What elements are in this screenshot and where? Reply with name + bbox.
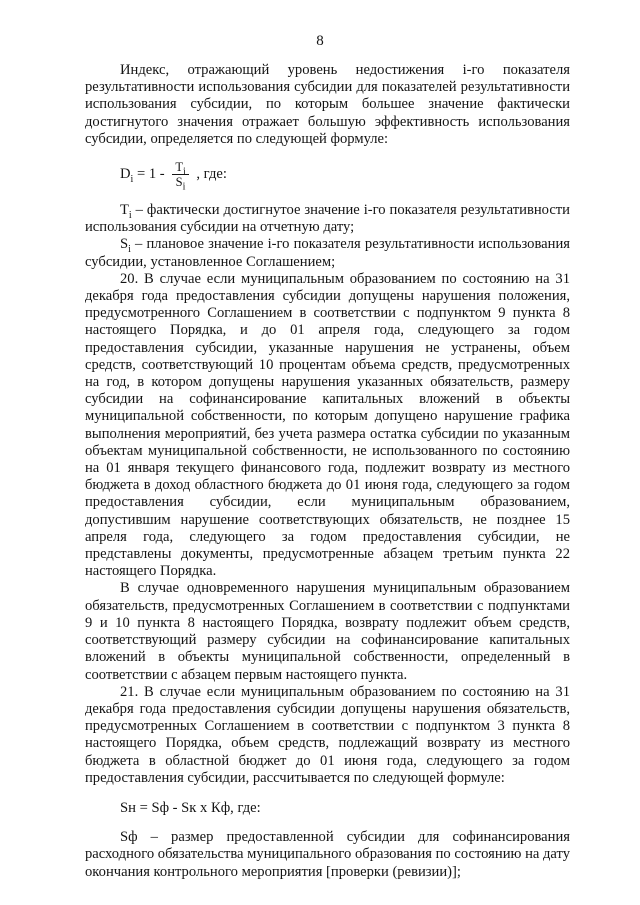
document-body — [85, 62, 570, 881]
paragraph-20: 20. В случае если муниципальным образованием по состоянию на 31 декабря года предоставления субсидии допущены нарушения положения, предусмотренного Соглашением в соответствии с подпунктом 9 пункта 8 настоящего Порядка, и до 01 апреля года, следующего за годом предоставления субсидии, указанные нарушения не устранены, объем средств, соответствующий 10 процентам объема средств, предусмотренных на год, в котором допущены нарушения указанных обязательств, размеру субсидии на софинансирование капитальных вложений в объекты муниципальной собственности, по которым допущено нарушение графика выполнения мероприятий, без учета размера остатка субсидии по указанным объектам муниципальной собственности, не использованного по состоянию на 01 января текущего финансового года, подлежит возврату из местного бюджета в доход областного бюджета до 01 июня года, следующего за годом предоставления субсидии, если муниципальным образованием, допустившим нарушение соответствующих обязательств, не позднее 15 апреля года, следующего за годом предоставления субсидии, не представлены документы, предусмотренные абзацем третьим пункта 22 настоящего Порядка. — [85, 270, 570, 580]
definition-sf: Sф – размер предоставленной субсидии для софинансирования расходного обязательства муниципального образования по состоянию на дату окончания контрольного мероприятия [проверки (ревизии)]; — [85, 829, 571, 880]
fraction-denominator: $S_i$ — [175, 175, 186, 193]
paragraph-index-definition: Индекс, отражающий уровень недостижения i-го показателя результативности использования субсидии для показателей результативности использования субсидии, по которым большее значение фактически достигнутого значения отражает большую эффективность использования субсидии, определяется по следующей формуле: — [85, 62, 570, 147]
paragraph-simultaneous-violation: В случае одновременного нарушения муниципальным образованием обязательств, предусмотренных Соглашением в соответствии с подпунктами 9 и 10 пункта 8 настоящего Порядка, возврату подлежит объем средств, соответствующий размеру субсидии на софинансирование капитальных вложений в объекты муниципальной собственности, определенный в соответствии с абзацем первым настоящего пункта. — [85, 580, 570, 683]
formula-fraction — [172, 160, 188, 193]
formula-lhs: $D_i = 1$ - — [120, 165, 169, 185]
formula-sn: Sн = Sф - Sк х Кф, где: — [120, 799, 261, 816]
definition-ti: $T_i$ – фактически достигнутое значение i-го показателя результативности использования субсидии на отчетную дату; — [85, 202, 570, 236]
formula-tail: , где: — [192, 165, 227, 182]
paragraph-21: 21. В случае если муниципальным образованием по состоянию на 31 декабря года предоставления субсидии допущены нарушения обязательств, предусмотренных Соглашением в соответствии с подпунктом 3 пункта 8 настоящего Порядка, объем средств, подлежащий возврату из местного бюджета в областной бюджет до 01 июня года, следующего за годом предоставления субсидии, рассчитывается по следующей формуле: — [85, 683, 570, 786]
definition-si: $S_i$ – плановое значение i-го показателя результативности использования субсидии, установленное Соглашением; — [85, 236, 570, 270]
page-number: 8 — [316, 33, 324, 49]
fraction-numerator: $T_i$ — [172, 160, 188, 175]
formula-di — [120, 160, 570, 193]
